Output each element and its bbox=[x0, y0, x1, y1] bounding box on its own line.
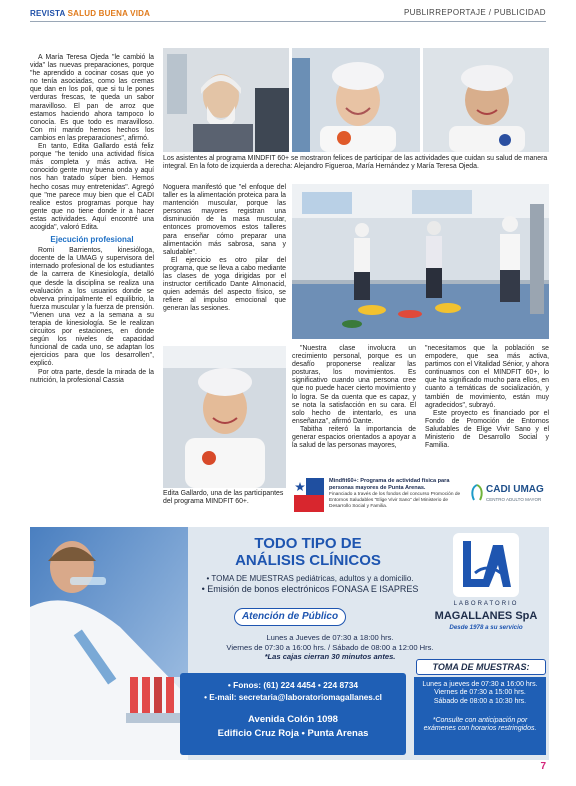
article-column-3 bbox=[292, 345, 416, 450]
contact-email: • E-mail: secretaria@laboratoriomagallanes.cl bbox=[204, 693, 382, 702]
cadi-emblem-icon bbox=[470, 484, 484, 502]
toma-schedule bbox=[414, 681, 546, 706]
photo-edita-gallardo bbox=[163, 346, 286, 488]
lab-name: MAGALLANES SpA bbox=[434, 610, 538, 622]
lab-word: LABORATORIO bbox=[453, 601, 519, 607]
contact-box bbox=[180, 673, 406, 755]
section-label: PUBLIRREPORTAJE / PUBLICIDAD bbox=[403, 8, 546, 17]
schedule-line: Lunes a Jueves de 07:30 a 18:00 hrs. bbox=[266, 633, 394, 642]
paragraph: Romi Barrientos, kinesióloga, docente de la UMAG y supervisora del internado profesional de los estudiantes de la carrera de Kinesiología, detalló que desde la disciplina se realiza una evaluación a los usuarios donde se obverva principalmente el equilibrio, la fuerza muscular y la fuerza de prensión. "Vienen una vez a la semana a su terapia de kinesiología. Se le realizan circuitos por estaciones, en donde según los niveles de capacidad funcional de cada uno, se adaptan los ejercicios para que los desarrollen", explicó. bbox=[30, 247, 154, 368]
photo-maria-teresa-ojeda bbox=[423, 48, 549, 152]
paragraph: En tanto, Edita Gallardo está feliz porque "he tenido una actividad física más completa y más activa. He conocido gente muy buena onda y aquí nos han tratado súper bien. Hemos hecho cosas muy entretenidas". Agregó que "me parece muy bien que el CADI realice estos programas porque hay gente que no tiene donde ir a hacer estas actividades. Aquí encontré una acogida", valoró Edita. bbox=[30, 143, 154, 231]
phone-numbers: • Fonos: (61) 224 4454 • 224 8734 bbox=[227, 680, 359, 690]
program-credit-title: Mindfit60+: Programa de actividad física para personas mayores de Punta Arenas. bbox=[329, 478, 450, 491]
cadi-name: CADI UMAG bbox=[486, 484, 544, 495]
chile-gov-logo bbox=[294, 478, 324, 512]
photo-caption-top: Los asistentes al programa MINDFIT 60+ se mostraron felices de participar de las actividades que cuidan su salud de manera integral. En la foto de izquierda a derecha: Alejandro Figueroa, María Hernández y María Teresa Ojeda. bbox=[163, 155, 548, 171]
photo-yoga-class bbox=[292, 184, 549, 339]
brand-salud: SALUD BUENA VIDA bbox=[67, 9, 151, 18]
schedule-note: *Las cajas cierran 30 minutos antes. bbox=[264, 652, 396, 661]
lab-advertisement bbox=[30, 527, 549, 760]
paragraph: "necesitamos que la población se empodere, que sea más activa, partimos con el Vitalidad Sénior, y ahora continuamos con el MINDFIT 60+, lo que ha significado mucho para ellos, en cuanto a temáticas de socialización, y también de movimiento, están muy agradecidos", subrayó. bbox=[425, 345, 549, 409]
paragraph: "Nuestra clase involucra un crecimiento personal, porque es un desafío proponerse realizar las posturas, los movimientos. Es significativo cuando una persona cree que no puede hacer cierto movimiento y lo logra. Se da cuenta que es capaz, y se nota la satisfacción en su cara. El solo hecho de intentarlo, es una enseñanza", afirmó Dante. bbox=[292, 345, 416, 425]
cadi-subtitle: CENTRO ADULTO MAYOR bbox=[486, 497, 542, 502]
toma-note: *Consulte con anticipación por exámenes con horarios restringidos. bbox=[423, 717, 537, 733]
article-column-4 bbox=[425, 345, 549, 450]
paragraph: El ejercicio es otro pilar del programa, que se lleva a cabo mediante las clases de yoga dirigidas por el instructor certificado Dante Almonacid, quien además del aspecto físico, se refiere al impulso emocional que generan las sesiones. bbox=[163, 256, 286, 313]
lab-logo bbox=[453, 533, 519, 597]
page-number: 7 bbox=[540, 761, 546, 772]
attention-schedule bbox=[180, 633, 480, 662]
attention-badge: Atención de Público bbox=[234, 608, 346, 626]
address-line-1: Avenida Colón 1098 bbox=[248, 714, 338, 725]
brand-revista: REVISTA bbox=[30, 9, 66, 18]
schedule-line: Viernes de 07:30 a 16:00 hrs. / Sábado de 08:00 a 12:00 Hrs. bbox=[226, 642, 434, 652]
ad-title-line-1: TODO TIPO DE bbox=[254, 535, 362, 552]
program-credit-detail: Financiado a través de los fondos del concurso Promoción de Entornos Saludables "Elige Vivir Sano" del Ministerio de Desarrollo Social y Familia. bbox=[329, 491, 461, 509]
photo-maria-hernandez bbox=[292, 48, 420, 152]
lam-logo-icon bbox=[453, 533, 519, 597]
paragraph: Por otra parte, desde la mirada de la nutrición, la profesional Cassia bbox=[30, 368, 154, 384]
photo-alejandro-figueroa bbox=[163, 48, 289, 152]
magazine-brand bbox=[30, 9, 150, 18]
service-item: • TOMA DE MUESTRAS pediátricas, adultos y a domicilio. bbox=[206, 574, 414, 583]
service-item: • Emisión de bonos electrónicos FONASA E ISAPRES bbox=[201, 584, 419, 594]
paragraph: Tabitha reiteró la importancia de generar espacios orientados a apoyar a la salud de las personas mayores, bbox=[292, 425, 416, 450]
ad-services-list bbox=[190, 573, 430, 595]
section-subtitle: Ejecución profesional bbox=[50, 235, 134, 245]
cadi-umag-logo bbox=[470, 482, 550, 512]
paragraph: Este proyecto es financiado por el Fondo de Promoción de Entornos Saludables de Elige Vivir Sano y el Ministerio de Desarrollo Social y Familia. bbox=[425, 409, 549, 450]
address-line-2: Edificio Cruz Roja • Punta Arenas bbox=[217, 728, 369, 739]
toma-line: Sábado de 08:00 a 10:30 hrs. bbox=[433, 697, 527, 705]
toma-muestras-box bbox=[414, 677, 546, 755]
lab-since: Desde 1978 a su servicio bbox=[449, 624, 523, 631]
photo-lab-technician bbox=[30, 527, 188, 760]
ad-title-line-2: ANÁLISIS CLÍNICOS bbox=[235, 552, 381, 569]
toma-line: Viernes de 07:30 a 15:00 hrs. bbox=[434, 689, 526, 697]
toma-line: Lunes a jueves de 07:30 a 16:00 hrs. bbox=[422, 681, 538, 688]
paragraph: A María Teresa Ojeda "le cambió la vida" las nuevas preparaciones, porque "he aprendido a cocinar cosas que yo no tenía asociadas, como las cremas que dan en los poli, que si tu le pones verduras frescas, te queda un sabor maravilloso. El pan de arroz que estamos haciendo ahora tampoco lo conocía. Es que todo es maravilloso. Con mi marido hemos hechos los cambios en las preparaciones", afirmó. bbox=[30, 54, 154, 142]
article-column-1 bbox=[30, 54, 154, 385]
header-divider bbox=[30, 21, 546, 22]
article-column-2 bbox=[163, 184, 286, 314]
photo-caption-edita: Edita Gallardo, una de las participantes del programa MINDFIT 60+. bbox=[163, 490, 284, 506]
toma-muestras-badge: TOMA DE MUESTRAS: bbox=[416, 659, 546, 675]
program-credit bbox=[329, 478, 464, 510]
paragraph: Noguera manifestó que "el enfoque del taller es la alimentación proteica para la mantención muscular, porque las personas mayores registran una disminución de la masa muscular, entonces promovemos estos talleres para enseñar cómo preparar una alimentación más sabrosa, sana y saludable". bbox=[163, 184, 286, 256]
